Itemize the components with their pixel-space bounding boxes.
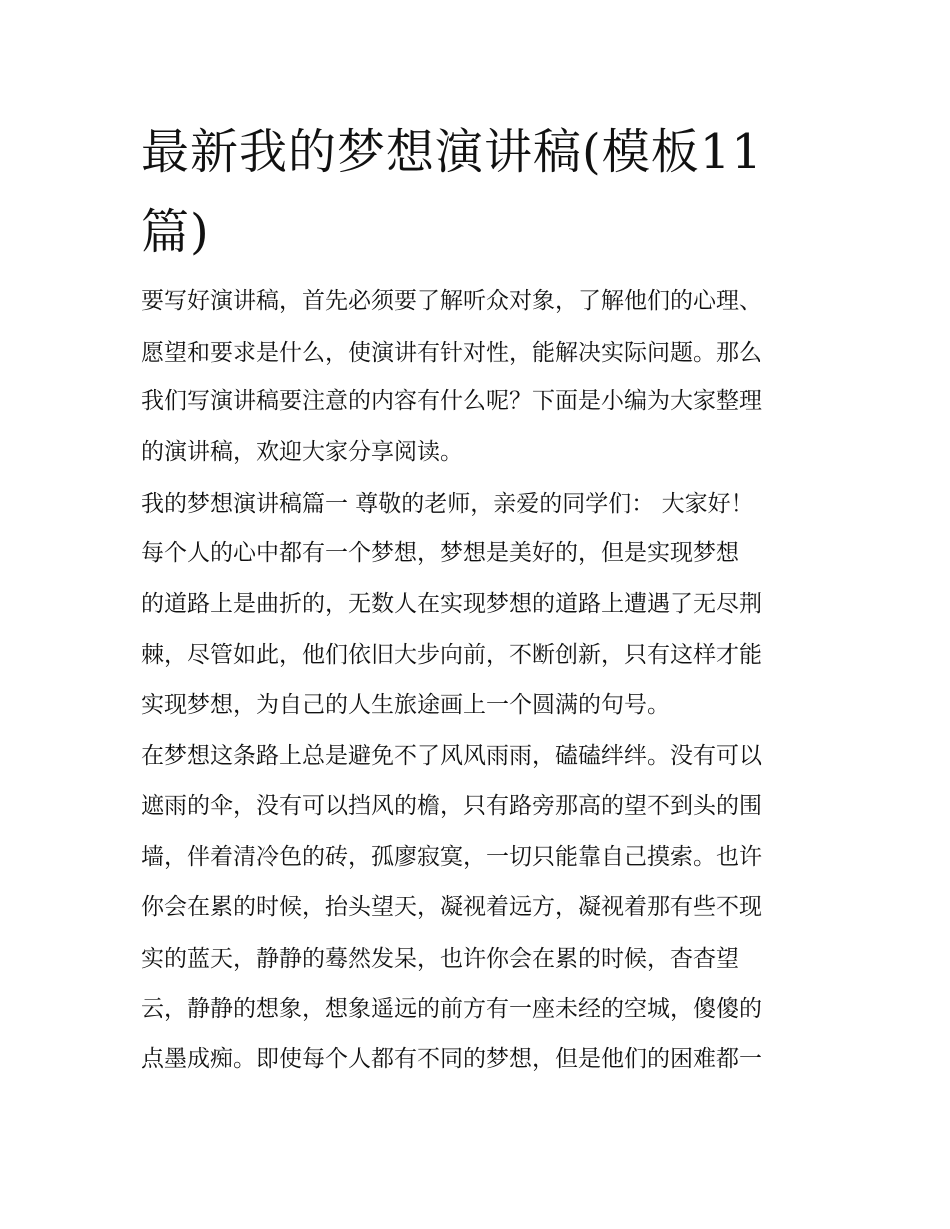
paragraph-line: 要写好演讲稿，首先必须要了解听众对象，了解他们的心理、 [141,288,762,314]
paragraph-line: 遮雨的伞，没有可以挡风的檐，只有路旁那高的望不到头的围 [141,793,762,819]
paragraph-line: 墙，伴着清冷色的砖，孤廖寂寞，一切只能靠自己摸索。也许 [141,844,762,870]
paragraph-line: 每个人的心中都有一个梦想，梦想是美好的，但是实现梦想 [141,540,739,566]
paragraph-line: 棘，尽管如此，他们依旧大步向前，不断创新，只有这样才能 [141,642,762,668]
paragraph-line: 云，静静的想象，想象遥远的前方有一座未经的空城，傻傻的 [141,996,762,1022]
paragraph-line: 的演讲稿，欢迎大家分享阅读。 [141,439,463,465]
paragraph-line: 我的梦想演讲稿篇一 尊敬的老师，亲爱的同学们： 大家好！ [141,491,754,517]
paragraph-line: 实现梦想，为自己的人生旅途画上一个圆满的句号。 [141,692,670,718]
document-title: 最新我的梦想演讲稿(模板11篇) [141,124,763,260]
paragraph-line: 我们写演讲稿要注意的内容有什么呢？下面是小编为大家整理 [141,388,762,414]
paragraph-line: 点墨成痴。即使每个人都有不同的梦想，但是他们的困难都一 [141,1046,762,1072]
paragraph-line: 实的蓝天，静静的蓦然发呆，也许你会在累的时候，杳杳望 [141,946,739,972]
paragraph-line: 你会在累的时候，抬头望天，凝视着远方，凝视着那有些不现 [141,894,762,920]
paragraph-line: 的道路上是曲折的，无数人在实现梦想的道路上遭遇了无尽荆 [141,591,762,617]
paragraph-line: 在梦想这条路上总是避免不了风风雨雨，磕磕绊绊。没有可以 [141,743,762,769]
paragraph-line: 愿望和要求是什么，使演讲有针对性，能解决实际问题。那么 [141,340,762,366]
